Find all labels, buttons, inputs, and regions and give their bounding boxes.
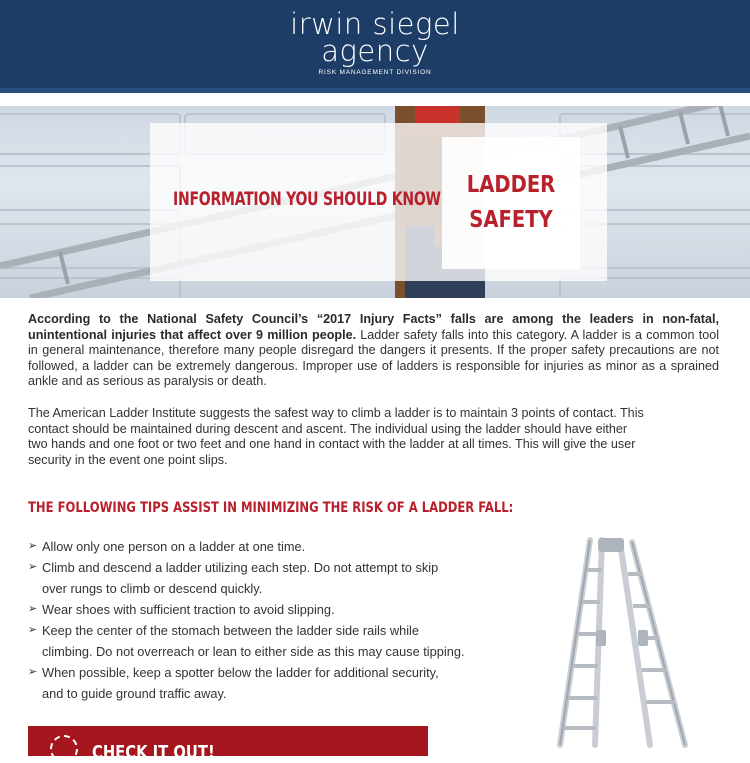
tip-item bbox=[28, 536, 508, 557]
tip-item bbox=[28, 620, 508, 662]
tip-line: over rungs to climb or descend quickly. bbox=[42, 581, 263, 596]
institute-line: security in the event one point slips. bbox=[28, 452, 228, 467]
tip-line: Keep the center of the stomach between the ladder side rails while bbox=[42, 623, 420, 638]
tips-heading: THE FOLLOWING TIPS ASSIST IN MINIMIZING THE RISK OF A LADDER FALL: bbox=[28, 500, 514, 516]
step-number-badge bbox=[50, 735, 78, 763]
brand-name-line2: agency bbox=[321, 34, 429, 68]
brand-name-line1: irwin siegel bbox=[290, 7, 460, 41]
tip-line: and to guide ground traffic away. bbox=[42, 686, 227, 701]
tips-list bbox=[28, 536, 508, 704]
info-label: INFORMATION YOU SHOULD KNOW bbox=[173, 188, 441, 210]
intro-body-text: Ladder safety falls into this category. A ladder is a common tool in general maintenance, therefore many people disregard the dangers it presents. If the proper safety precautions are not followed, a ladder can be extremely dangerous. Improper use of ladders is responsible for injuries as minor as a sprained ankle and as serious as paralysis or death. bbox=[28, 327, 720, 388]
tip-item bbox=[28, 662, 508, 704]
tip-line: climbing. Do not overreach or lean to either side as this may cause tipping. bbox=[42, 644, 465, 659]
institute-line: contact should be maintained during descent and ascent. The individual using the ladder should have either bbox=[28, 421, 628, 436]
intro-bold-text: According to the National Safety Council’s “2017 Injury Facts” falls are among the leaders in non-fatal, unintentional injuries that affect over 9 million people. bbox=[28, 312, 719, 342]
check-it-out-banner bbox=[28, 726, 428, 756]
header-band bbox=[0, 0, 750, 88]
brand-division: RISK MANAGEMENT DIVISION bbox=[318, 69, 432, 76]
arrow-bullet-icon: ➢ bbox=[28, 666, 38, 678]
arrow-bullet-icon: ➢ bbox=[28, 603, 38, 615]
header-stripe bbox=[0, 88, 750, 93]
arrow-bullet-icon: ➢ bbox=[28, 624, 38, 636]
page-title-line2: SAFETY bbox=[469, 207, 553, 233]
check-it-out-label: CHECK IT OUT! bbox=[92, 742, 215, 763]
tip-item bbox=[28, 557, 508, 599]
intro-paragraph bbox=[28, 312, 719, 390]
title-panel bbox=[442, 137, 580, 269]
page-title-line1: LADDER bbox=[466, 172, 556, 198]
tip-line: Allow only one person on a ladder at one time. bbox=[42, 539, 306, 554]
tip-line: Climb and descend a ladder utilizing each step. Do not attempt to skip bbox=[42, 560, 439, 575]
institute-paragraph bbox=[28, 406, 728, 468]
ladder-illustration bbox=[540, 530, 710, 750]
arrow-bullet-icon: ➢ bbox=[28, 561, 38, 573]
institute-line: The American Ladder Institute suggests the safest way to climb a ladder is to maintain 3 points of contact. This bbox=[28, 406, 644, 420]
arrow-bullet-icon: ➢ bbox=[28, 540, 38, 552]
tip-item bbox=[28, 599, 508, 620]
brand-logo bbox=[0, 7, 750, 76]
tip-line: Wear shoes with sufficient traction to avoid slipping. bbox=[42, 602, 335, 617]
institute-line: two hands and one foot or two feet and one hand in contact with the ladder at all times. This will give the user bbox=[28, 437, 636, 451]
tip-line: When possible, keep a spotter below the ladder for additional security, bbox=[42, 665, 439, 680]
